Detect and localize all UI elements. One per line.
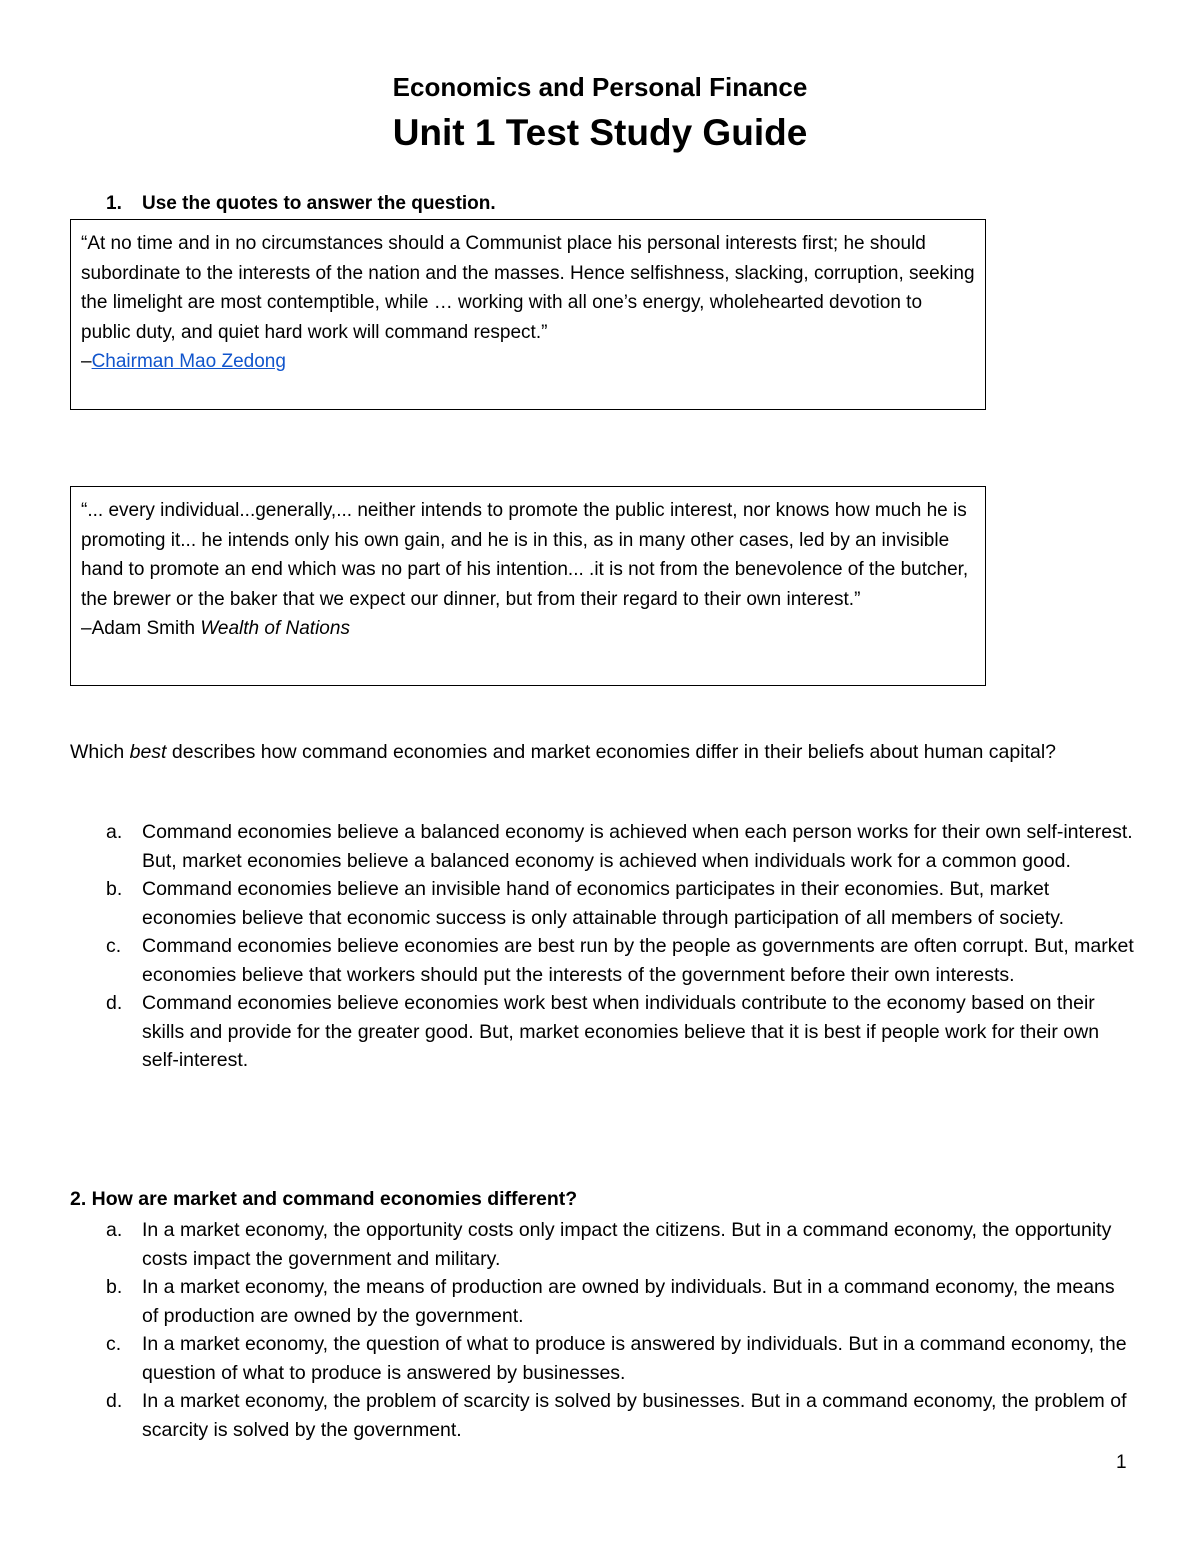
question-2-heading: 2. How are market and command economies different? xyxy=(70,1188,578,1210)
document-subtitle: Economics and Personal Finance xyxy=(392,72,808,102)
question-1-number: 1. xyxy=(106,193,122,214)
mao-quote-attribution xyxy=(81,347,975,377)
mao-zedong-link[interactable]: Chairman Mao Zedong xyxy=(91,351,286,373)
question-1-instruction: Use the quotes to answer the question. xyxy=(142,193,496,214)
question-1-prompt-emphasis: best xyxy=(129,741,167,763)
option-letter: d. xyxy=(106,992,123,1014)
question-2-option-c xyxy=(106,1330,1136,1387)
option-text: Command economies believe an invisible hand of economics participates in their economies. But, market economies believe that economic success is only attainable through participation of all members of society. xyxy=(142,878,1065,929)
question-1-option-c xyxy=(106,932,1136,989)
question-2-option-a xyxy=(106,1216,1136,1273)
question-1-options xyxy=(106,818,1136,1075)
option-text: Command economies believe a balanced economy is achieved when each person works for their own self-interest. But, market economies believe a balanced economy is achieved when individuals work for a common good. xyxy=(142,821,1133,872)
smith-quote-box xyxy=(70,486,986,686)
page-title: Unit 1 Test Study Guide xyxy=(392,112,808,153)
question-1-prompt xyxy=(70,738,1130,767)
smith-quote-attribution xyxy=(81,614,975,644)
smith-work-title: Wealth of Nations xyxy=(200,618,350,640)
option-text: In a market economy, the means of production are owned by individuals. But in a command economy, the means of production are owned by the government. xyxy=(142,1276,1115,1327)
question-2-option-b xyxy=(106,1273,1136,1330)
option-text: In a market economy, the question of what to produce is answered by individuals. But in a command economy, the question of what to produce is answered by businesses. xyxy=(142,1333,1127,1384)
question-2-options xyxy=(106,1216,1136,1444)
option-letter: c. xyxy=(106,935,122,957)
option-letter: d. xyxy=(106,1390,123,1412)
question-1-prompt-start: Which xyxy=(70,741,130,763)
option-letter: c. xyxy=(106,1333,122,1355)
question-1-option-a xyxy=(106,818,1136,875)
page-number: 1 xyxy=(1116,1452,1127,1473)
smith-author: –Adam Smith xyxy=(81,618,196,640)
question-2-option-d xyxy=(106,1387,1136,1444)
mao-quote-box xyxy=(70,219,986,410)
option-text: Command economies believe economies work best when individuals contribute to the economy based on their skills and provide for the greater good. But, market economies believe that it is best if people work for their own self-interest. xyxy=(142,992,1100,1071)
option-letter: a. xyxy=(106,1219,123,1241)
option-letter: b. xyxy=(106,878,123,900)
option-text: Command economies believe economies are best run by the people as governments are often corrupt. But, market economies believe that workers should put the interests of the government before their own interests. xyxy=(142,935,1134,986)
smith-quote-text: “... every individual...generally,... neither intends to promote the public interest, nor knows how much he is promoting it... he intends only his own gain, and he is in this, as in many other cases, led by an invisible hand to promote an end which was no part of his intention... .it is not from the benevolence of the butcher, the brewer or the baker that we expect our dinner, but from their regard to their own interest.” xyxy=(81,500,969,610)
question-1-option-b xyxy=(106,875,1136,932)
question-1-prompt-end: describes how command economies and market economies differ in their beliefs about human capital? xyxy=(166,741,1057,763)
option-letter: a. xyxy=(106,821,123,843)
mao-quote-text: “At no time and in no circumstances should a Communist place his personal interests first; he should subordinate to the interests of the nation and the masses. Hence selfishness, slacking, corruption, seeking the limelight are most contemptible, while … working with all one’s energy, wholehearted devotion to public duty, and quiet hard work will command respect.” xyxy=(81,233,975,343)
option-text: In a market economy, the opportunity costs only impact the citizens. But in a command economy, the opportunity costs impact the government and military. xyxy=(142,1219,1112,1270)
attribution-dash: – xyxy=(81,351,92,373)
option-text: In a market economy, the problem of scarcity is solved by businesses. But in a command economy, the problem of scarcity is solved by the government. xyxy=(142,1390,1127,1441)
question-1-option-d xyxy=(106,989,1136,1075)
option-letter: b. xyxy=(106,1276,123,1298)
